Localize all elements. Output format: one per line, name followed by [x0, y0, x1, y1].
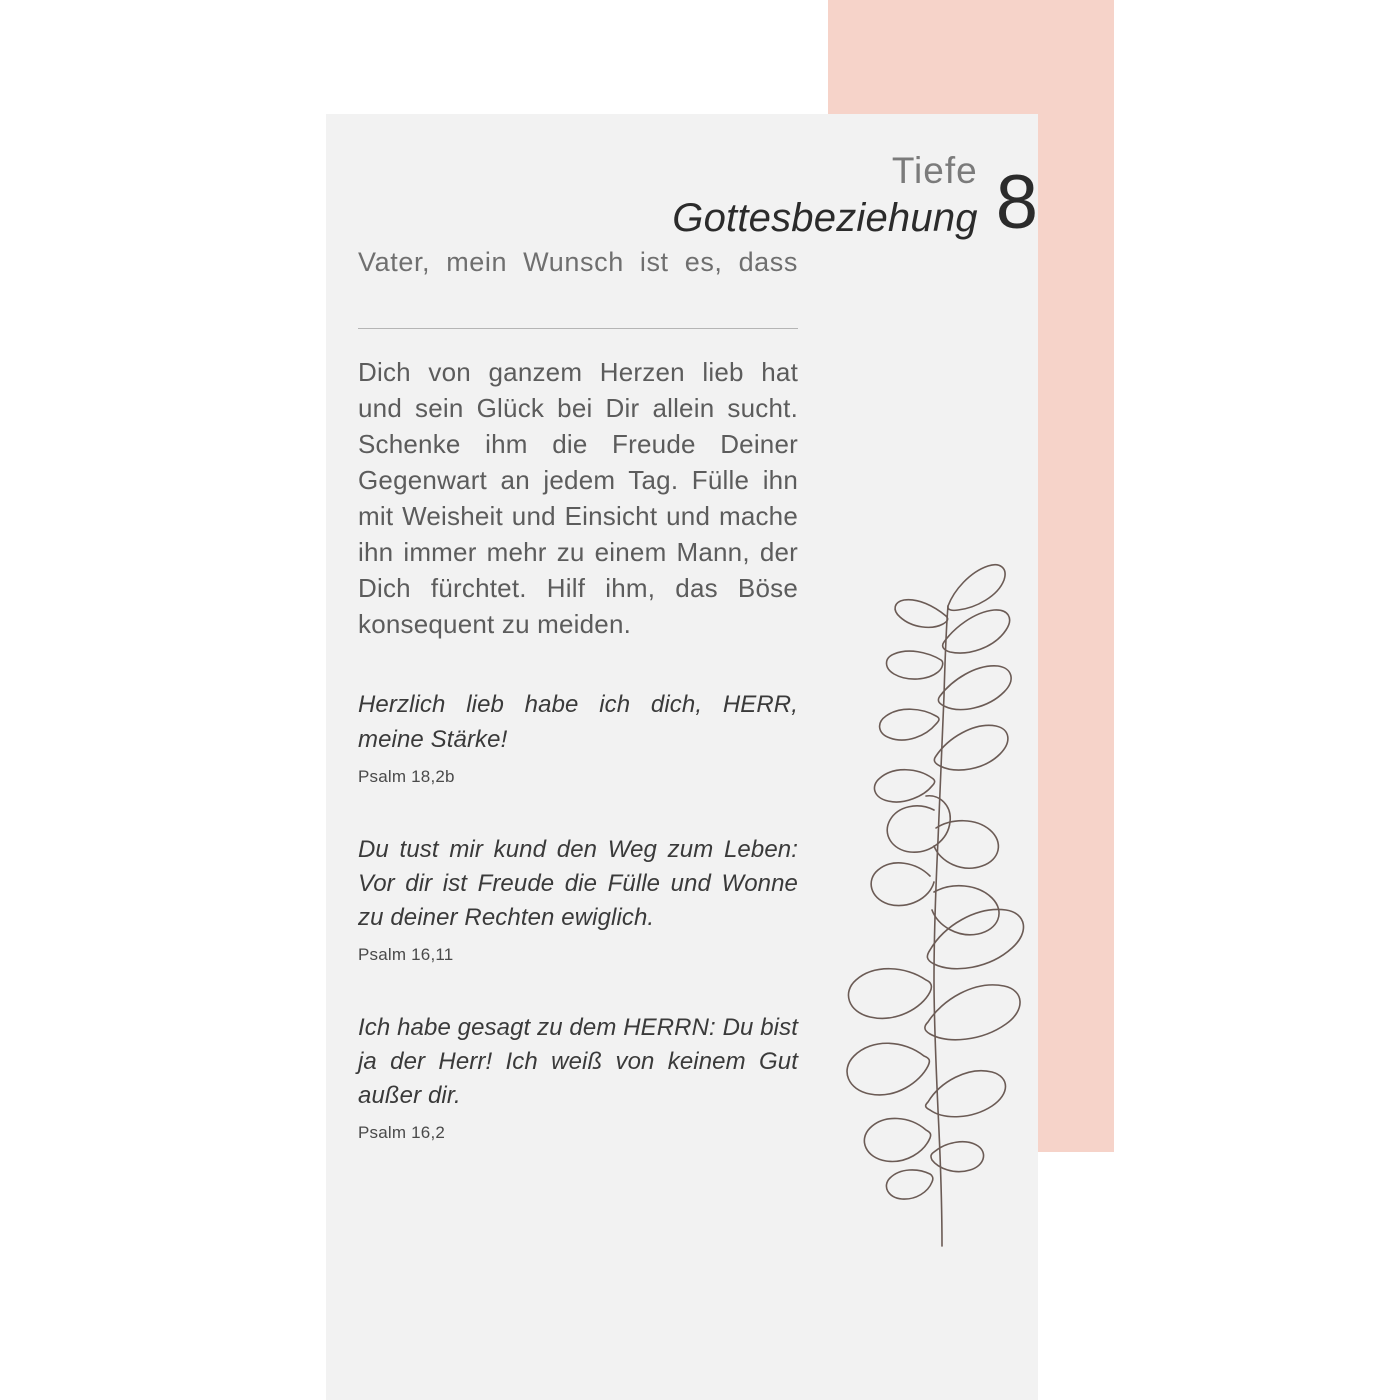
verse-reference: Psalm 16,2	[358, 1123, 446, 1143]
text-column	[358, 244, 798, 1143]
verse-block	[358, 688, 798, 786]
header-texts	[672, 152, 977, 241]
page-number: 8	[995, 159, 1038, 245]
verse-text: Du tust mir kund den Weg zum Leben: Vor dir ist Freude die Fülle und Wonne zu deiner Rechten ewiglich.	[358, 835, 798, 931]
verse-text: Herzlich lieb habe ich dich, HERR, meine Stärke!	[358, 691, 798, 753]
page-title: Gottesbeziehung	[672, 195, 978, 240]
header-kicker: Tiefe	[891, 150, 978, 191]
header-row	[308, 150, 1038, 245]
verse-block	[358, 833, 798, 965]
verse-reference: Psalm 16,11	[358, 944, 454, 964]
page-header	[308, 150, 1038, 245]
divider	[358, 328, 798, 329]
verse-block	[358, 1011, 798, 1143]
intro-line: Vater, mein Wunsch ist es, dass	[358, 247, 798, 277]
verse-text: Ich habe gesagt zu dem HERRN: Du bist ja der Herr! Ich weiß von keinem Gut außer dir.	[358, 1013, 798, 1109]
prayer-paragraph: Dich von ganzem Herzen lieb hat und sein Glück bei Dir allein sucht. Schenke ihm die Freude Deiner Gegenwart an jedem Tag. Fülle ihn mit Weisheit und Einsicht und mache ihn immer mehr zu einem Mann, der Dich fürchtet. Hilf ihm, das Böse konsequent zu meiden.	[358, 357, 798, 639]
verse-reference: Psalm 18,2b	[358, 766, 455, 786]
